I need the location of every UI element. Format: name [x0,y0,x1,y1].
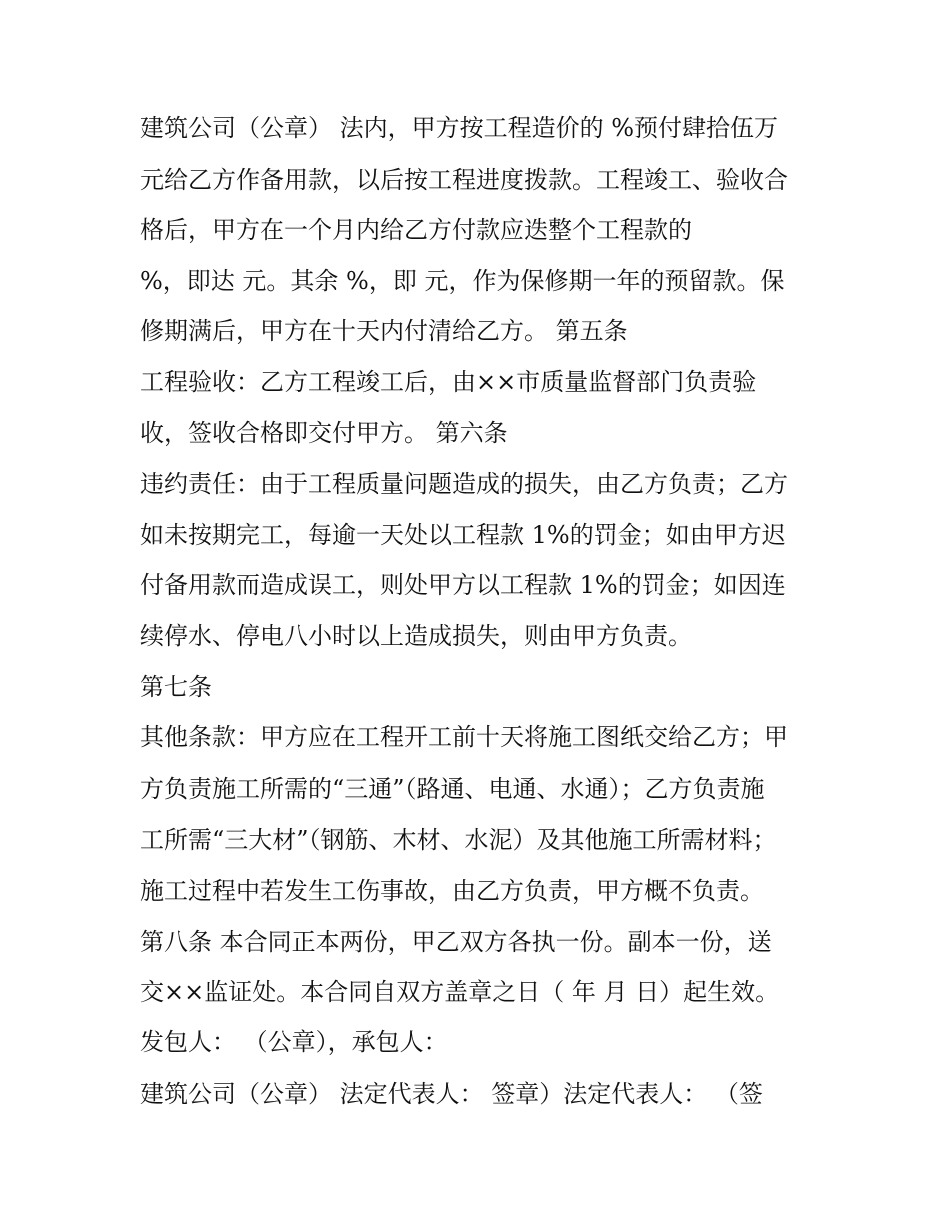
text-line-7: 收，签收合格即交付甲方。 第六条 [140,419,508,447]
text-line-3: 格后，甲方在一个月内给乙方付款应迭整个工程款的 [140,216,692,244]
text-line-20: 建筑公司（公章） 法定代表人： 签章）法定代表人： （签 [140,1080,763,1108]
text-line-14: 方负责施工所需的“三通”（路通、电通、水通）；乙方负责施 [140,775,765,803]
text-line-1: 建筑公司（公章） 法内，甲方按工程造价的 %预付肆拾伍万 [140,114,779,142]
text-line-13: 其他条款：甲方应在工程开工前十天将施工图纸交给乙方；甲 [140,723,788,751]
text-line-4: %，即达 元。其余 %，即 元，作为保修期一年的预留款。保 [140,267,785,295]
text-line-11: 续停水、停电八小时以上造成损失，则由甲方负责。 [140,622,692,650]
text-line-5: 修期满后，甲方在十天内付清给乙方。 第五条 [140,317,628,345]
text-line-6: 工程验收：乙方工程竣工后，由××市质量监督部门负责验 [140,368,757,396]
text-line-2: 元给乙方作备用款，以后按工程进度拨款。工程竣工、验收合 [140,166,788,194]
text-line-18: 交××监证处。本合同自双方盖章之日（ 年 月 日）起生效。 [140,978,780,1006]
text-line-16: 施工过程中若发生工伤事故，由乙方负责，甲方概不负责。 [140,877,764,905]
text-line-8: 违约责任：由于工程质量问题造成的损失，由乙方负责；乙方 [140,470,788,498]
text-line-15: 工所需“三大材”（钢筋、木材、水泥）及其他施工所需材料； [140,826,777,854]
text-line-10: 付备用款而造成误工，则处甲方以工程款 1%的罚金；如因连 [140,571,786,599]
text-line-17: 第八条 本合同正本两份，甲乙双方各执一份。副本一份，送 [140,928,772,956]
text-line-9: 如未按期完工，每逾一天处以工程款 1%的罚金；如由甲方迟 [140,521,786,549]
text-line-19: 发包人： （公章），承包人： [140,1028,448,1056]
text-line-12: 第七条 [140,673,212,701]
